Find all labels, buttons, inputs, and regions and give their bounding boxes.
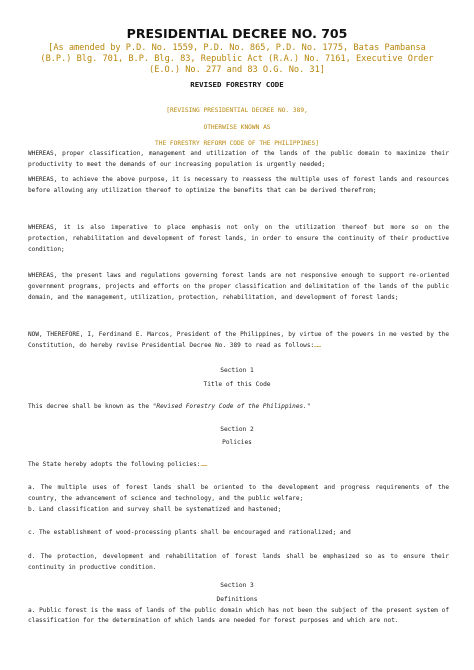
section-1-text-prefix: This decree shall be known as the (28, 403, 153, 410)
enacting-clause (28, 329, 449, 351)
policy-item-a: a. The multiple uses of forest lands shall be oriented to the development and progress requirements of the country, the advancement of science and technology, and the public welfare; (28, 484, 449, 502)
whereas-clause-4: WHEREAS, the present laws and regulations governing forest lands are not responsive enough to support re-oriented government programs, projects and efforts on the proper classification and delimitation of the lands of the public domain, and the management, utilization, protection, rehabilitation, and development of forest lands; (28, 272, 449, 301)
definition-item-a: a. Public forest is the mass of lands of the public domain which has not been the subject of the present system of classification for the determination of which lands are needed for forest purposes and which are not. (28, 607, 449, 624)
section-3-title: Definitions (216, 596, 258, 603)
amendment-line-1: [As amended by P.D. No. 1559, P.D. No. 865, P.D. No. 1775, Batas Pambansa (48, 43, 426, 53)
policy-item-c: c. The establishment of wood-processing plants shall be encouraged and rationalized; and (28, 529, 351, 536)
amendment-line-3: (E.O.) No. 277 and 83 O.G. No. 31] (149, 65, 325, 75)
policy-item-b: b. Land classification and survey shall be systematized and hastened; (28, 506, 282, 513)
section-1-text (28, 401, 449, 412)
section-1-heading: Section 1 (220, 367, 254, 374)
document-title: PRESIDENTIAL DECREE NO. 705 (126, 26, 348, 41)
dotted-leader: …… (200, 461, 207, 468)
section-2-title: Policies (222, 439, 252, 446)
code-name: "Revised Forestry Code of the Philippines." (152, 403, 311, 410)
amendment-note (40, 43, 434, 76)
enacting-clause-text: NOW, THEREFORE, I, Ferdinand E. Marcos, President of the Philippines, by virtue of the powers in me vested by the Constitution, do hereby revise Presidential Decree No. 389 to read as follows: (28, 331, 449, 349)
dotted-leader: …… (314, 342, 321, 349)
revising-line-2: OTHERWISE KNOWN AS (203, 123, 271, 131)
policy-item-d: d. The protection, development and rehabilitation of forest lands shall be emphasized so as to ensure their continuity in productive condition. (28, 553, 449, 571)
document-subtitle: REVISED FORESTRY CODE (190, 80, 284, 89)
whereas-clause-2: WHEREAS, to achieve the above purpose, it is necessary to reassess the multiple uses of forest lands and resources before allowing any utilization thereof to optimize the benefits that can be derived therefrom; (28, 176, 449, 194)
section-2-intro (28, 459, 449, 470)
section-1-title: Title of this Code (203, 381, 271, 388)
section-2-heading: Section 2 (220, 426, 254, 433)
section-2-intro-text: The State hereby adopts the following policies: (28, 461, 201, 468)
whereas-clause-3: WHEREAS, it is also imperative to place emphasis not only on the utilization thereof but more so on the protection, rehabilitation and development of forest lands, in order to ensure the continuity of their productive condition; (28, 224, 449, 253)
revising-line-1: [REVISING PRESIDENTIAL DECREE NO. 389, (166, 107, 308, 115)
revising-line-3: THE FORESTRY REFORM CODE OF THE PHILIPPINES] (155, 140, 319, 148)
whereas-clause-1: WHEREAS, proper classification, management and utilization of the lands of the public domain to maximize their productivity to meet the demands of our increasing population is urgently needed; (28, 150, 449, 168)
section-3-heading: Section 3 (220, 582, 254, 589)
amendment-line-2: (B.P.) Blg. 701, B.P. Blg. 83, Republic Act (R.A.) No. 7161, Executive Order (40, 54, 434, 64)
